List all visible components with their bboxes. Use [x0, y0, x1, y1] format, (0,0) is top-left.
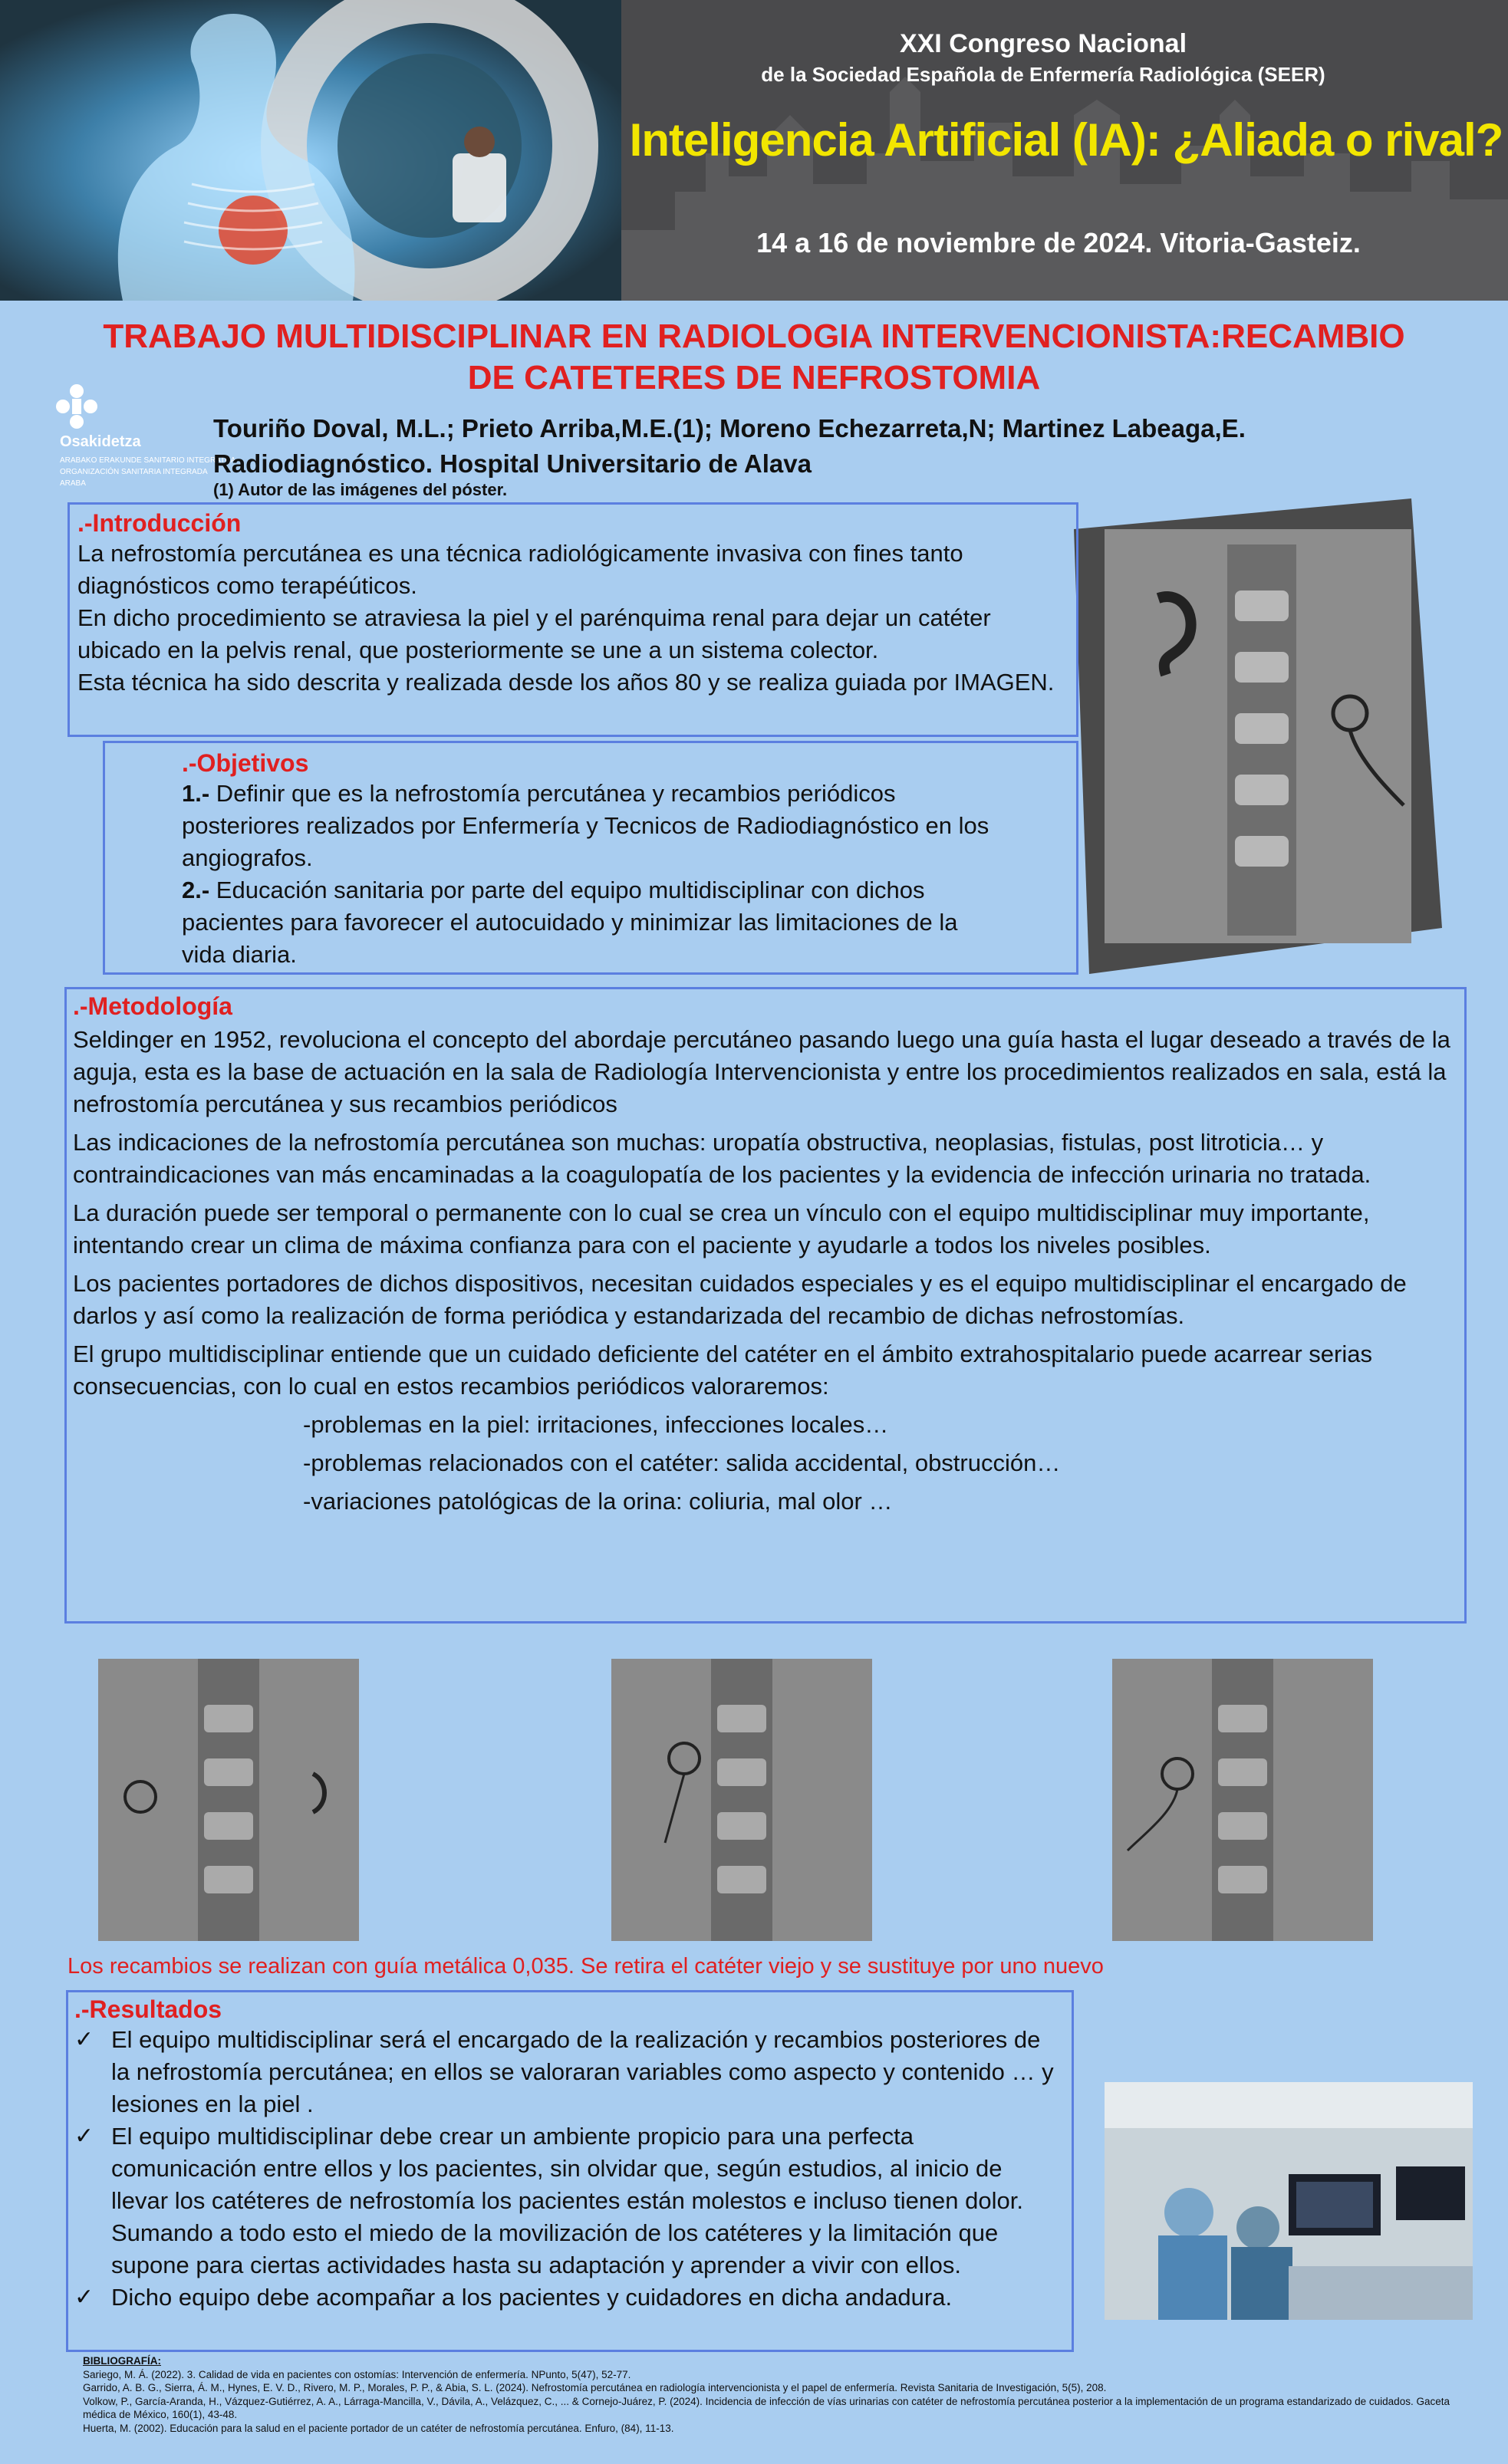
results-section [66, 1990, 1074, 2352]
check-icon: ✓ [74, 2124, 94, 2149]
paragraph: La duración puede ser temporal o permanente con lo cual se crea un vínculo con el equipo multidisciplinar muy importante, intentando crear un clima de máxima confianza para con el paciente y ayudarle a todos los niveles posibles. [73, 1199, 1370, 1258]
congress-name: XXI Congreso Nacional [899, 29, 1187, 58]
logo-subtitle: ORGANIZACIÓN SANITARIA INTEGRADA [60, 468, 208, 476]
result-item [74, 2281, 1065, 2314]
paragraph: La nefrostomía percutánea es una técnica radiológicamente invasiva con fines tanto diagnósticos como terapéúticos. [77, 540, 963, 599]
poster-header [0, 0, 1508, 301]
logo-subtitle: ARABA [60, 479, 86, 488]
poster-title-line: DE CATETERES DE NEFROSTOMIA [467, 359, 1041, 396]
objective-item [182, 874, 999, 971]
authors: Touriño Doval, M.L.; Prieto Arriba,M.E.(1); Moreno Echezarreta,N; Martinez Labeaga,E. [213, 414, 1246, 442]
objective-item [182, 778, 999, 874]
paragraph: El grupo multidisciplinar entiende que un cuidado deficiente del catéter en el ámbito extrahospitalario puede acarrear serias consecuencias, con lo cual en estos recambios periódicos valoraremos: [73, 1341, 1372, 1400]
objective-text: Definir que es la nefrostomía percutánea y recambios periódicos posteriores realizados por Enfermería y Tecnicos de Radiodiagnóstico en los angiografos. [182, 780, 989, 871]
bibliography [83, 2354, 1479, 2435]
result-item [74, 2120, 1065, 2281]
objective-number: 2.- [182, 877, 210, 903]
paragraph: Los pacientes portadores de dichos dispositivos, necesitan cuidados especiales y es el equipo multidisciplinar el encargado de darlos y así como la realización de forma periódica y estandarizada del recambio de dichas nefrostomías. [73, 1270, 1407, 1329]
introduction-text [77, 538, 1068, 699]
section-title: .-Metodología [73, 992, 232, 1020]
objective-number: 1.- [182, 780, 210, 807]
catheter-exchange-xray-3 [1112, 1659, 1373, 1941]
images-caption: Los recambios se realizan con guía metálica 0,035. Se retira el catéter viejo y se sustituye por uno nuevo [67, 1954, 1104, 1979]
paragraph: Las indicaciones de la nefrostomía percutánea son muchas: uropatía obstructiva, neoplasias, fistulas, post litroticia… y contraindicaciones van más encaminadas a la coagulopatía de los pacientes y la evidencia de infección urinaria no tratada. [73, 1129, 1371, 1188]
ai-radiology-illustration [0, 0, 621, 301]
bibliography-entry: Volkow, P., García-Aranda, H., Vázquez-Gutiérrez, A. A., Lárraga-Mancilla, V., Dávila, A., Velázquez, C., ... & Cornejo-Juárez, P. (2024). Incidencia de infección de vías urinarias con catéter de nefrostomía percutánea posterior a la implementación de un programa estandarizado de cuidados. Gaceta médica de México, 160(1), 43-48. [83, 2395, 1450, 2420]
nephrostomy-xray-image [1043, 498, 1442, 974]
catheter-exchange-xray-1 [98, 1659, 359, 1941]
introduction-section [67, 502, 1078, 737]
result-text: El equipo multidisciplinar debe crear un ambiente propicio para una perfecta comunicación entre ellos y los pacientes, sin olvidar que, según estudios, al inicio de llevar los catéteres de nefrostomía los pacientes están molestos e incluso tienen dolor. Sumando a todo esto el miedo de la movilización de los catéteres y la limitación que supone para ciertas actividades hasta su adaptación y aprender a vivir con ellos. [111, 2123, 1023, 2278]
institution: Radiodiagnóstico. Hospital Universitario de Alava [213, 449, 812, 478]
check-icon: ✓ [74, 2027, 94, 2052]
result-text: Dicho equipo debe acompañar a los pacientes y cuidadores en dicha andadura. [111, 2284, 953, 2311]
paragraph: Seldinger en 1952, revoluciona el concepto del abordaje percutáneo pasando luego una guía hasta el lugar deseado a través de la aguja, esta es la base de actuación en la sala de Radiología Intervencionista y entre los procedimientos realizados en sala, está la nefrostomía percutánea y sus recambios periódicos [73, 1026, 1450, 1117]
bibliography-entry: Sariego, M. Á. (2022). 3. Calidad de vida en pacientes con ostomías: Intervención de enfermería. NPunto, 5(47), 52-77. [83, 2368, 631, 2380]
image-credit: (1) Autor de las imágenes del póster. [213, 480, 508, 499]
congress-society: de la Sociedad Española de Enfermería Radiológica (SEER) [761, 63, 1325, 86]
section-title: .-Introducción [77, 509, 242, 537]
catheter-exchange-xray-2 [611, 1659, 872, 1941]
poster-title-line: TRABAJO MULTIDISCIPLINAR EN RADIOLOGIA INTERVENCIONISTA:RECAMBIO [103, 317, 1405, 355]
interventional-room-photo [1105, 2082, 1473, 2320]
result-item [74, 2024, 1065, 2120]
objective-text: Educación sanitaria por parte del equipo multidisciplinar con dichos pacientes para favorecer el autocuidado y minimizar las limitaciones de la vida diaria. [182, 877, 958, 968]
paragraph: En dicho procedimiento se atraviesa la piel y el parénquima renal para dejar un catéter ubicado en la pelvis renal, que posteriormente se une a un sistema colector. [77, 604, 991, 663]
poster-title [31, 316, 1477, 399]
list-item: -variaciones patológicas de la orina: coliuria, mal olor … [303, 1488, 893, 1515]
congress-dates: 14 a 16 de noviembre de 2024. Vitoria-Gasteiz. [756, 227, 1361, 258]
bibliography-title: BIBLIOGRAFÍA: [83, 2355, 161, 2367]
logo-name: Osakidetza [60, 433, 141, 450]
section-title: .-Objetivos [182, 749, 309, 777]
logo-subtitle: ARABAKO ERAKUNDE SANITARIO INTEGRATUA [60, 456, 236, 465]
result-text: El equipo multidisciplinar será el encargado de la realización y recambios posteriores de la nefrostomía percutánea; en ellos se valoraran variables como aspecto y contenido … y lesiones en la piel . [111, 2026, 1054, 2117]
congress-theme: Inteligencia Artificial (IA): ¿Aliada o rival? [629, 114, 1503, 166]
section-title: .-Resultados [74, 1995, 222, 2023]
check-icon: ✓ [74, 2285, 94, 2310]
bibliography-entry: Garrido, A. B. G., Sierra, Á. M., Hynes, E. V. D., Rivero, M. P., Morales, P. P., & Abia, S. L. (2024). Nefrostomía percutánea en radiología intervencionista y el papel de enfermería. Revista Sanitaria de Investigación, 5(5), 208. [83, 2382, 1107, 2393]
objectives-section [103, 741, 1078, 975]
list-item: -problemas relacionados con el catéter: salida accidental, obstrucción… [303, 1449, 1061, 1476]
methodology-section [64, 987, 1467, 1623]
paragraph: Esta técnica ha sido descrita y realizada desde los años 80 y se realiza guiada por IMAGEN. [77, 669, 1055, 696]
list-item: -problemas en la piel: irritaciones, infecciones locales… [303, 1411, 889, 1438]
bibliography-entry: Huerta, M. (2002). Educación para la salud en el paciente portador de un catéter de nefrostomía percutánea. Enfuro, (84), 11-13. [83, 2422, 674, 2434]
